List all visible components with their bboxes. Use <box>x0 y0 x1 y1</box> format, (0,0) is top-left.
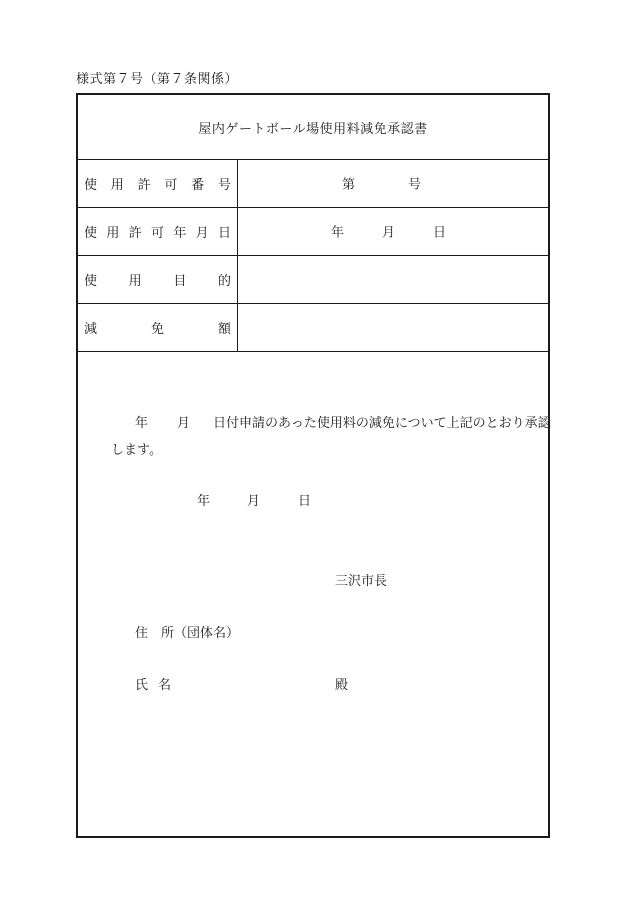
form-title <box>78 95 548 160</box>
row-reduction-amount <box>78 303 548 352</box>
label-permit-date: 使 用 許 可 年 月 日 <box>78 207 238 255</box>
label-reduction-amount: 減 免 額 <box>78 303 238 351</box>
value-purpose <box>238 255 548 303</box>
row-permit-number <box>78 159 548 208</box>
permit-year: 年 <box>331 225 345 241</box>
label-purpose: 使 用 目 的 <box>78 255 238 303</box>
date-month: 月 <box>247 494 261 509</box>
permit-gou: 号 <box>408 177 422 193</box>
name-label-second: 名 <box>158 678 172 693</box>
form-title-text: 屋内ゲートボール場使用料減免承認書 <box>198 121 428 137</box>
permit-dai: 第 <box>342 177 356 193</box>
row-permit-date <box>78 207 548 256</box>
permit-day: 日 <box>433 225 447 241</box>
name-label-first: 氏 <box>135 678 149 693</box>
approval-text-cont: します。 <box>111 443 162 458</box>
value-permit-date <box>238 207 548 255</box>
row-purpose <box>78 255 548 304</box>
approval-year: 年 <box>135 416 149 431</box>
permit-month: 月 <box>382 225 396 241</box>
value-reduction-amount <box>238 303 548 351</box>
date-year: 年 <box>197 494 211 509</box>
value-permit-number <box>238 159 548 207</box>
approval-text: 日付申請のあった使用料の減免について上記のとおり承認 <box>213 416 551 431</box>
approval-month: 月 <box>177 416 191 431</box>
address-label: 住 所（団体名） <box>135 626 240 641</box>
label-permit-number: 使 用 許 可 番 号 <box>78 159 238 207</box>
approval-form <box>76 93 550 838</box>
issuer: 三沢市長 <box>335 574 388 589</box>
date-day: 日 <box>298 494 312 509</box>
form-number: 様式第７号（第７条関係） <box>76 72 239 87</box>
honorific: 殿 <box>335 678 349 693</box>
